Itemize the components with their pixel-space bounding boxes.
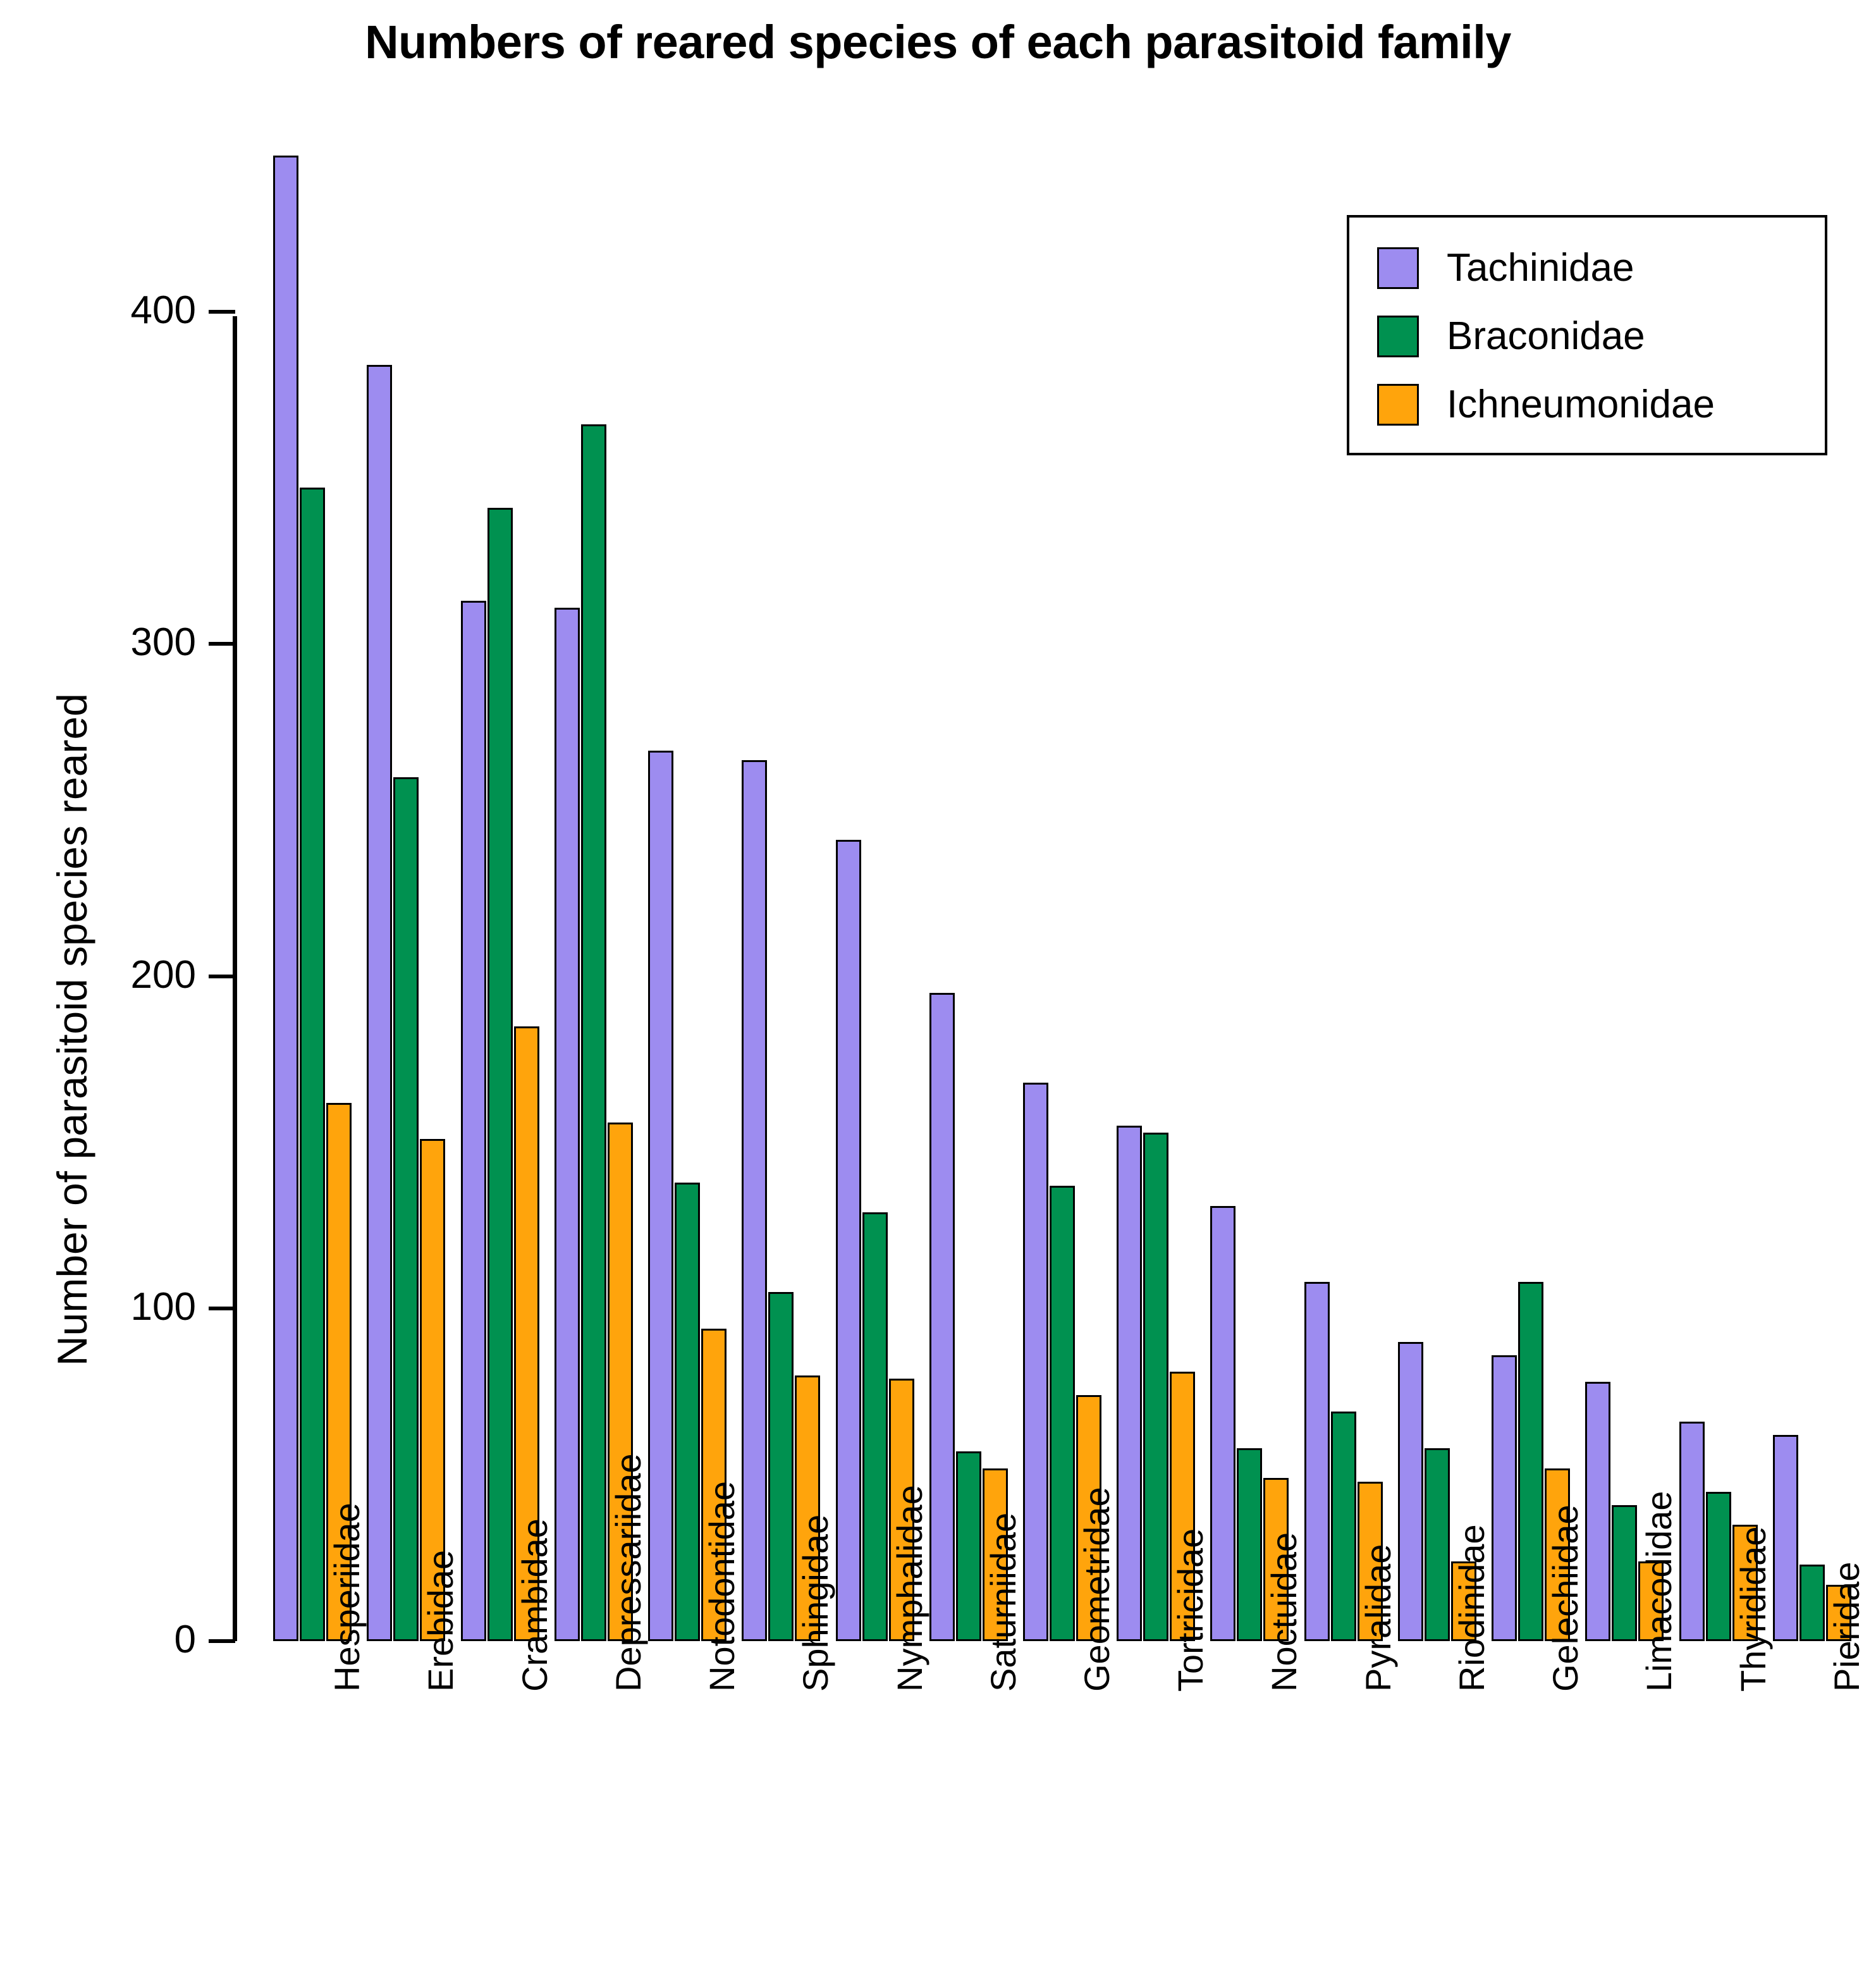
x-axis-label: Limacodidae (1639, 1491, 1679, 1692)
bar-braconidae-tortricidae (1143, 1133, 1168, 1641)
y-axis-tick-label: 200 (130, 952, 196, 997)
y-axis-tick-label: 0 (174, 1618, 196, 1661)
bar-tachinidae-thyrididae (1679, 1422, 1705, 1641)
bar-tachinidae-riodinidae (1398, 1342, 1423, 1641)
x-axis-label: Hesperiidae (327, 1503, 367, 1692)
bar-tachinidae-nymphalidae (836, 840, 861, 1641)
bar-braconidae-erebidae (393, 777, 419, 1641)
y-axis-tick-label: 400 (130, 288, 196, 332)
bar-braconidae-gelechiidae (1518, 1282, 1543, 1641)
x-axis-label: Crambidae (514, 1518, 555, 1692)
bar-tachinidae-limacodidae (1585, 1382, 1610, 1641)
y-axis-tick-label: 100 (130, 1285, 196, 1329)
legend-item-tachinidae (1377, 245, 1634, 290)
x-axis-label: Noctuidae (1264, 1532, 1304, 1692)
legend-label-tachinidae: Tachinidae (1447, 246, 1634, 290)
bar-tachinidae-pieridae (1773, 1435, 1798, 1641)
bar-tachinidae-notodontidae (648, 751, 673, 1641)
chart-title: Numbers of reared species of each parasitoid family (365, 16, 1511, 68)
x-axis-label: Geometridae (1077, 1487, 1117, 1692)
legend-label-braconidae: Braconidae (1447, 314, 1645, 358)
bar-tachinidae-crambidae (461, 601, 486, 1641)
x-axis-label: Saturniidae (983, 1512, 1023, 1692)
bar-tachinidae-tortricidae (1117, 1126, 1142, 1641)
bar-tachinidae-gelechiidae (1492, 1355, 1517, 1641)
bar-braconidae-pieridae (1799, 1565, 1825, 1641)
bar-tachinidae-erebidae (367, 365, 392, 1641)
legend-item-braconidae (1377, 314, 1645, 359)
x-axis-label: Thyrididae (1732, 1526, 1773, 1692)
legend-item-ichneumonidae (1377, 382, 1715, 427)
bar-braconidae-pyralidae (1331, 1412, 1356, 1641)
bar-tachinidae-pyralidae (1304, 1282, 1330, 1641)
legend-swatch-tachinidae (1377, 247, 1419, 289)
bar-braconidae-noctuidae (1237, 1448, 1262, 1641)
bar-braconidae-crambidae (487, 508, 513, 1641)
y-axis-title: Number of parasitoid species reared (49, 693, 95, 1366)
legend-swatch-braconidae (1377, 316, 1419, 357)
x-axis-label: Notodontidae (702, 1480, 742, 1692)
bar-braconidae-riodinidae (1425, 1448, 1450, 1641)
x-axis-label: Tortricidae (1170, 1528, 1211, 1692)
bar-braconidae-hesperiidae (300, 488, 325, 1641)
bar-braconidae-thyrididae (1706, 1492, 1731, 1642)
x-axis-label: Depressariidae (608, 1453, 648, 1692)
x-axis-label: Gelechiidae (1545, 1505, 1586, 1692)
x-axis-label: Sphingidae (795, 1514, 836, 1692)
bar-braconidae-nymphalidae (862, 1212, 888, 1641)
bar-braconidae-sphingidae (768, 1292, 794, 1641)
bar-tachinidae-saturniidae (929, 993, 955, 1641)
bar-braconidae-saturniidae (956, 1451, 981, 1641)
bar-braconidae-depressariidae (581, 424, 606, 1641)
x-axis-label: Riodinidae (1451, 1524, 1492, 1692)
legend-label-ichneumonidae: Ichneumonidae (1447, 383, 1715, 426)
x-axis-label: Erebidae (420, 1549, 461, 1692)
bar-tachinidae-sphingidae (742, 760, 767, 1641)
bar-tachinidae-depressariidae (555, 608, 580, 1641)
bar-tachinidae-hesperiidae (273, 156, 298, 1641)
bar-tachinidae-geometridae (1023, 1083, 1048, 1641)
x-axis-label: Pieridae (1826, 1561, 1867, 1692)
chart-legend (1347, 215, 1827, 455)
bar-tachinidae-noctuidae (1210, 1206, 1235, 1641)
x-axis-label: Pyralidae (1358, 1544, 1398, 1692)
bar-braconidae-limacodidae (1612, 1505, 1637, 1641)
bar-braconidae-geometridae (1050, 1186, 1075, 1641)
bar-braconidae-notodontidae (675, 1183, 700, 1641)
y-axis-tick-label: 300 (130, 620, 196, 665)
legend-swatch-ichneumonidae (1377, 384, 1419, 426)
x-axis-label: Nymphalidae (889, 1485, 929, 1692)
